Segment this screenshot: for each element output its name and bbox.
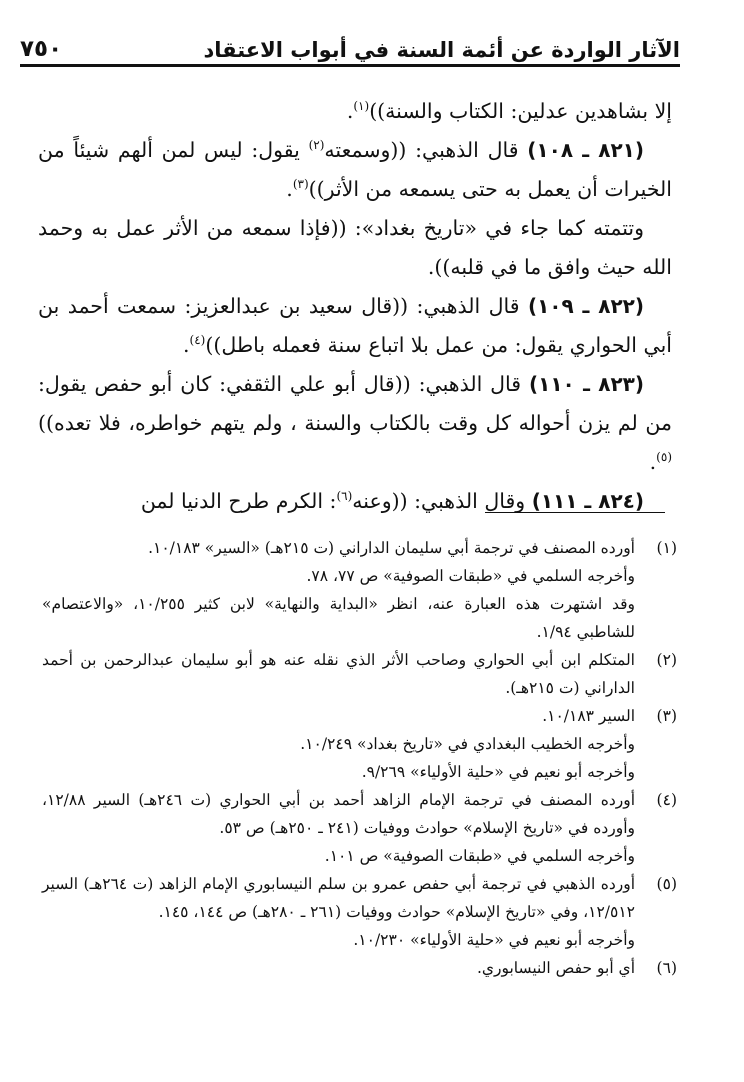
paragraph-2: (٨٢١ ـ ١٠٨) قال الذهبي: ((وسمعته$^{(٢)}$ يقول: ليس لمن ألهم شيئاً من الخيرات أن يعمل به حتى يسمعه من الأثر))$^{(٣)}$. [38,138,672,201]
running-title: الآثار الواردة عن أئمة السنة في أبواب الاعتقاد [203,38,680,62]
header-rule [20,64,680,67]
footnote-number: (١) [656,539,677,557]
footnote-ref: (٣) [292,177,309,192]
footnote-2 [42,646,677,702]
footnote-6 [42,954,677,982]
footnote-4 [42,786,677,870]
footnote-number: (٤) [656,791,677,809]
footnote-ref: (٦) [336,489,353,504]
footnote-ref: (٢) [308,138,325,153]
athar-number: (٨٢٢ ـ ١٠٩) [527,294,644,318]
paragraph-4: (٨٢٢ ـ ١٠٩) قال الذهبي: ((قال سعيد بن عبدالعزيز: سمعت أحمد بن أبي الحواري يقول: من عمل بلا اتباع سنة فعمله باطل))$^{(٤)}$. [38,294,672,357]
footnote-number: (٣) [656,707,677,725]
footnote-line: وأخرجه السلمي في «طبقات الصوفية» ص ١٠١. [324,847,635,865]
footnote-number: (٦) [656,959,677,977]
footnote-1 [42,534,677,646]
paragraph-6: (٨٢٤ ـ ١١١) وقال الذهبي: ((وعنه$^{(٦)}$: الكرم طرح الدنيا لمن [140,489,644,513]
main-text [38,92,672,521]
footnote-line: وأخرجه أبو نعيم في «حلية الأولياء» ١٠/٢٣٠. [353,931,635,949]
footnote-line: وأخرجه الخطيب البغدادي في «تاريخ بغداد» ١٠/٢٤٩. [300,735,635,753]
footnote-line: المتكلم ابن أبي الحواري وصاحب الأثر الذي نقله عنه هو أبو سليمان عبدالرحمن بن أحمد الداراني (ت ٢١٥هـ). [42,651,635,697]
footnote-line: السير ١٠/١٨٣. [542,707,635,725]
footnote-ref: (١) [353,99,370,114]
footnote-line: أورده المصنف في ترجمة أبي سليمان الداراني (ت ٢١٥هـ) «السير» ١٠/١٨٣. [148,539,635,557]
athar-number: (٨٢٣ ـ ١١٠) [528,372,644,396]
footnote-line: وأخرجه أبو نعيم في «حلية الأولياء» ٩/٢٦٩. [361,763,635,781]
paragraph-3: وتتمته كما جاء في «تاريخ بغداد»: ((فإذا سمعه من الأثر عمل به وحمد الله حيث وافق ما في قلبه)). [38,216,672,279]
footnote-separator [485,512,665,513]
paragraph-5: (٨٢٣ ـ ١١٠) قال الذهبي: ((قال أبو علي الثقفي: كان أبو حفص يقول: من لم يزن أحواله كل وقت بالكتاب والسنة ، ولم يتهم خواطره، فلا تعده))$^{(٥)}$. [38,372,672,474]
footnote-line: أورده المصنف في ترجمة الإمام الزاهد أحمد بن أبي الحواري (ت ٢٤٦هـ) السير ١٢/٨٨، وأورده في «تاريخ الإسلام» حوادث ووفيات (٢٤١ ـ ٢٥٠هـ) ص ٥٣. [42,791,636,837]
footnote-ref: (٥) [656,450,672,465]
footnote-ref: (٤) [189,333,206,348]
athar-number: (٨٢٤ ـ ١١١) [531,489,644,513]
page-header [20,22,680,62]
footnote-line: وأخرجه السلمي في «طبقات الصوفية» ص ٧٧، ٧٨. [306,567,635,585]
athar-number: (٨٢١ ـ ١٠٨) [527,138,644,162]
footnote-line: أورده الذهبي في ترجمة أبي حفص عمرو بن سلم النيسابوري الإمام الزاهد (ت ٢٦٤هـ) السير ١٢/٥١٢، وفي «تاريخ الإسلام» حوادث ووفيات (٢٦١ ـ ٢٨٠هـ) ص ١٤٤، ١٤٥. [42,875,636,921]
footnote-3 [42,702,677,786]
paragraph-1: إلا بشاهدين عدلين: الكتاب والسنة))$^{(١)}$. [346,99,672,123]
footnote-number: (٥) [656,875,677,893]
footnote-5 [42,870,677,954]
footnote-line: أي أبو حفص النيسابوري. [476,959,635,977]
footnote-number: (٢) [656,651,677,669]
page-number: ٧٥٠ [20,36,63,62]
footnote-line: وقد اشتهرت هذه العبارة عنه، انظر «البداية والنهاية» لابن كثير ١٠/٢٥٥، «والاعتصام» للشاطبي ١/٩٤. [42,595,635,641]
footnotes [42,534,677,982]
